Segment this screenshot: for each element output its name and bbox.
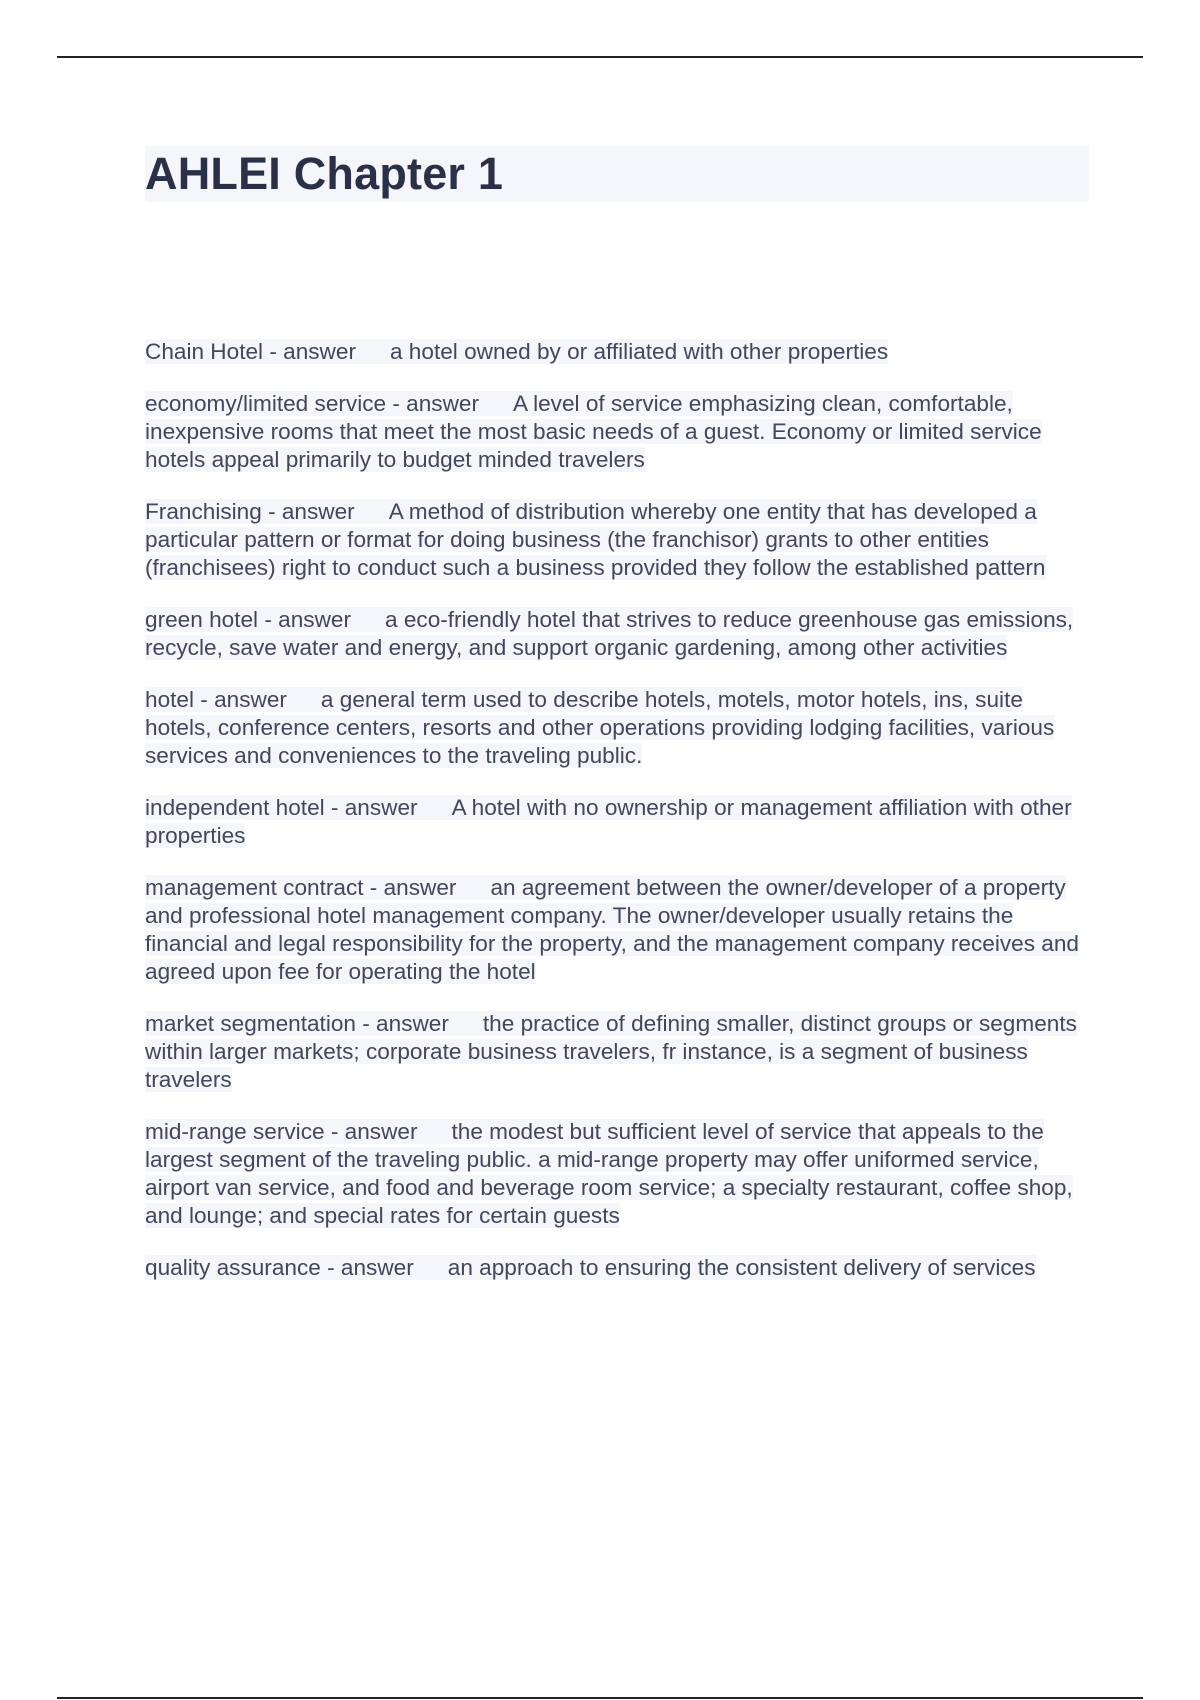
glossary-list: [145, 338, 1095, 1306]
page-bottom-rule: [57, 1697, 1143, 1699]
glossary-entry: [145, 606, 1095, 662]
entry-term: independent hotel - answer: [145, 795, 418, 820]
glossary-entry: [145, 338, 1095, 366]
entry-definition: A hotel with no ownership or management affiliation with other properties: [145, 795, 1072, 848]
entry-definition: an agreement between the owner/developer of a property and professional hotel management company. The owner/developer usually retains the financial and legal responsibility for the property, and the management company receives and agreed upon fee for operating the hotel: [145, 875, 1079, 984]
glossary-entry: [145, 498, 1095, 582]
glossary-entry: [145, 1254, 1095, 1282]
glossary-entry: [145, 1010, 1095, 1094]
entry-term: Chain Hotel - answer: [145, 339, 356, 364]
entry-term: management contract - answer: [145, 875, 457, 900]
entry-term: economy/limited service - answer: [145, 391, 479, 416]
entry-definition: a hotel owned by or affiliated with other properties: [389, 339, 889, 364]
page-title: AHLEI Chapter 1: [145, 148, 504, 199]
entry-term: quality assurance - answer: [145, 1255, 414, 1280]
glossary-entry: [145, 874, 1095, 986]
entry-definition: A method of distribution whereby one entity that has developed a particular pattern or format for doing business (the franchisor) grants to other entities (franchisees) right to conduct such a business provided they follow the established pattern: [145, 499, 1046, 580]
glossary-entry: [145, 686, 1095, 770]
entry-definition: a general term used to describe hotels, motels, motor hotels, ins, suite hotels, conference centers, resorts and other operations providing lodging facilities, various services and conveniences to the traveling public.: [145, 687, 1055, 768]
entry-term: hotel - answer: [145, 687, 287, 712]
entry-definition: the modest but sufficient level of service that appeals to the largest segment of the traveling public. a mid-range property may offer uniformed service, airport van service, and food and beverage room service; a specialty restaurant, coffee shop, and lounge; and special rates for certain guests: [145, 1119, 1073, 1228]
entry-term: mid-range service - answer: [145, 1119, 418, 1144]
entry-definition: the practice of defining smaller, distinct groups or segments within larger markets; corporate business travelers, fr instance, is a segment of business travelers: [145, 1011, 1077, 1092]
glossary-entry: [145, 794, 1095, 850]
entry-definition: an approach to ensuring the consistent delivery of services: [447, 1255, 1036, 1280]
entry-term: Franchising - answer: [145, 499, 355, 524]
entry-term: green hotel - answer: [145, 607, 351, 632]
entry-definition: a eco-friendly hotel that strives to reduce greenhouse gas emissions, recycle, save water and energy, and support organic gardening, among other activities: [145, 607, 1074, 660]
entry-definition: A level of service emphasizing clean, comfortable, inexpensive rooms that meet the most basic needs of a guest. Economy or limited service hotels appeal primarily to budget minded travelers: [145, 391, 1042, 472]
page-top-rule: [57, 56, 1143, 58]
entry-term: market segmentation - answer: [145, 1011, 449, 1036]
glossary-entry: [145, 1118, 1095, 1230]
glossary-entry: [145, 390, 1095, 474]
